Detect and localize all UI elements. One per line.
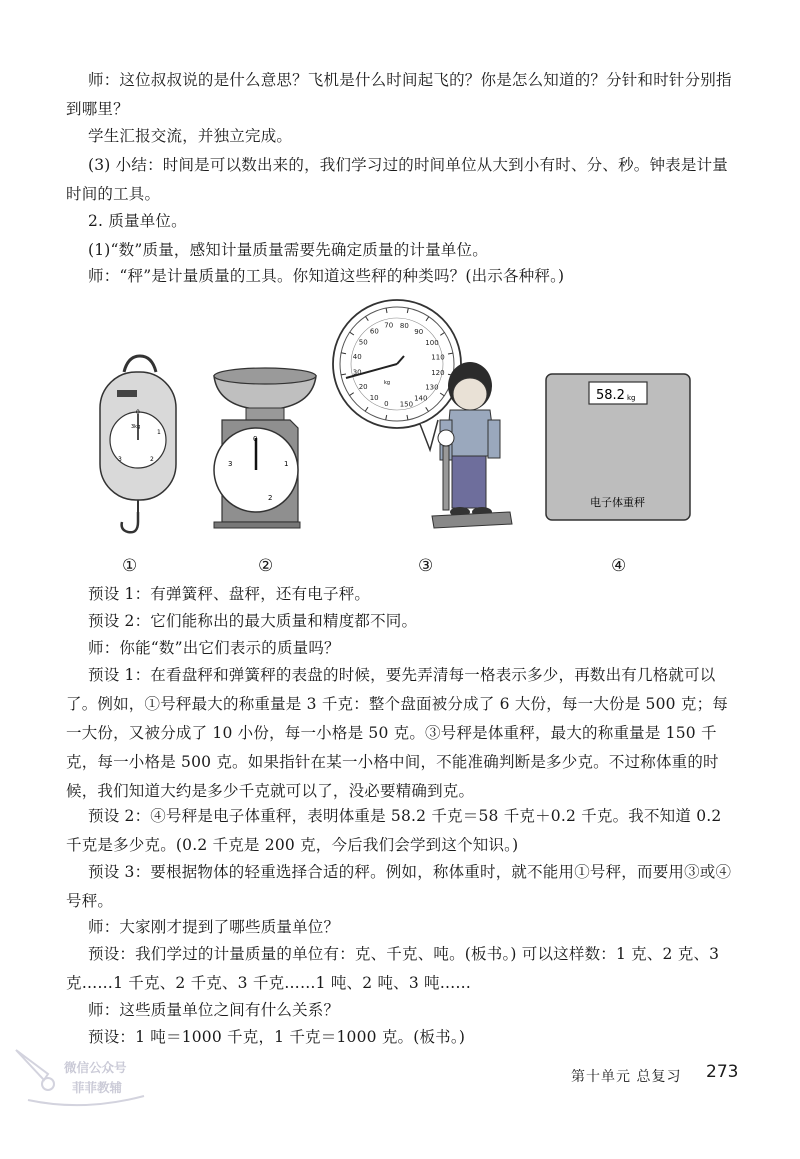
big-dial-tick-13: 130 [425, 383, 439, 392]
watermark-line-1: 微信公众号 [64, 1060, 127, 1075]
big-dial-tick-6: 60 [369, 327, 379, 336]
dish-scale-tick-3: 3 [228, 460, 233, 468]
body-scale-illustration [333, 300, 512, 528]
paragraph-preset-relation: 预设：1 吨＝1000 千克，1 千克＝1000 克。(板书。) [88, 1028, 466, 1046]
big-dial-tick-10: 100 [425, 338, 439, 347]
big-dial-tick-15: 150 [399, 400, 414, 409]
big-dial-tick-9: 90 [414, 327, 424, 336]
big-dial-tick-14: 140 [414, 394, 428, 403]
big-dial-tick-2: 20 [358, 383, 368, 392]
paragraph-preset-electronic: 预设 2：④号秤是电子体重秤，表明体重是 58.2 千克＝58 千克＋0.2 千克。我不知道 0.2 千克是多少克。(0.2 千克是 200 克，今后我们会学到这个知识。) [66, 807, 722, 854]
paragraph-preset-1: 预设 1：有弹簧秤、盘秤，还有电子秤。 [88, 585, 371, 603]
digital-scale-caption: 电子体重秤 [590, 496, 645, 509]
page-number: 273 [706, 1062, 739, 1082]
paragraph-summary: (3) 小结：时间是可以数出来的，我们学习过的时间单位从大到小有时、分、秒。钟表是计量时间的工具。 [66, 156, 728, 203]
figure-label-4: ④ [611, 556, 627, 576]
big-dial-tick-3: 30 [352, 368, 362, 377]
paragraph-preset-units: 预设：我们学过的计量质量的单位有：克、千克、吨。(板书。) 可以这样数：1 克、2 克、3 克……1 千克、2 千克、3 千克……1 吨、2 吨、3 吨…… [66, 945, 720, 992]
big-dial-unit: kg [384, 380, 391, 386]
watermark [14, 1044, 154, 1120]
paragraph-teacher-relation: 师：这些质量单位之间有什么关系？ [88, 1001, 340, 1019]
paragraph-teacher-count: 师：你能“数”出它们表示的质量吗？ [88, 639, 340, 657]
figure-label-3: ③ [418, 556, 434, 576]
section-heading-mass-units: 2. 质量单位。 [88, 212, 187, 230]
dish-scale-tick-0: 0 [253, 435, 258, 443]
paragraph-scale-types: 师：“秤”是计量质量的工具。你知道这些秤的种类吗？(出示各种秤。) [88, 267, 565, 285]
digital-unit: kg [627, 394, 636, 402]
big-dial-tick-4: 40 [352, 353, 362, 362]
big-dial-tick-7: 70 [384, 321, 394, 330]
figure-label-2: ② [258, 556, 274, 576]
watermark-line-2: 菲菲教辅 [72, 1080, 123, 1095]
spring-scale-tick-1: 1 [157, 429, 161, 436]
paragraph-count-mass: (1)“数”质量，感知计量质量需要先确定质量的计量单位。 [88, 241, 488, 259]
scales-figure [0, 292, 800, 582]
footer-unit-title: 第十单元 总复习 [571, 1069, 682, 1085]
big-dial-tick-1: 10 [369, 394, 379, 403]
big-dial-tick-5: 50 [358, 338, 368, 347]
dish-scale-tick-2: 2 [268, 494, 273, 502]
dish-scale-tick-1: 1 [284, 460, 289, 468]
paragraph-teacher-units: 师：大家刚才提到了哪些质量单位？ [88, 918, 340, 936]
digital-reading: 58.2 [596, 388, 625, 403]
paragraph-teacher-question: 师：这位叔叔说的是什么意思？飞机是什么时间起飞的？你是怎么知道的？分针和时针分别指到哪里？ [66, 71, 732, 118]
paragraph-preset-choose: 预设 3：要根据物体的轻重选择合适的秤。例如，称体重时，就不能用①号秤，而要用③或④号秤。 [66, 863, 732, 910]
dish-scale-illustration [214, 368, 316, 528]
electronic-scale-illustration [546, 374, 690, 520]
spring-scale-tick-0: 0 [136, 409, 140, 416]
big-dial-tick-0: 0 [384, 400, 389, 409]
figure-label-1: ① [122, 556, 138, 576]
spring-scale-tick-2: 2 [150, 456, 154, 463]
spring-scale-unit: 3kg [131, 424, 141, 430]
big-dial-tick-12: 120 [431, 368, 445, 377]
paragraph-preset-dial: 预设 1：在看盘秤和弹簧秤的表盘的时候，要先弄清每一格表示多少，再数出有几格就可以了。例如，①号秤最大的称重量是 3 千克：整个盘面被分成了 6 大份，每一大份是 500 克；每一大份，又被分成了 10 小份，每一小格是 50 克。③号秤是体重秤，最大的称重量是 150 千克，每一小格是 500 克。如果指针在某一小格中间，不能准确判断是多少克。不过称体重的时候，我们知道大约是多少千克就可以了，没必要精确到克。 [66, 666, 728, 800]
paragraph-student-report: 学生汇报交流，并独立完成。 [88, 127, 293, 145]
big-dial-tick-8: 80 [399, 321, 409, 330]
big-dial-tick-11: 110 [431, 353, 445, 362]
paragraph-preset-2: 预设 2：它们能称出的最大质量和精度都不同。 [88, 612, 418, 630]
spring-scale-illustration [100, 356, 176, 532]
spring-scale-tick-3: 3 [118, 456, 122, 463]
